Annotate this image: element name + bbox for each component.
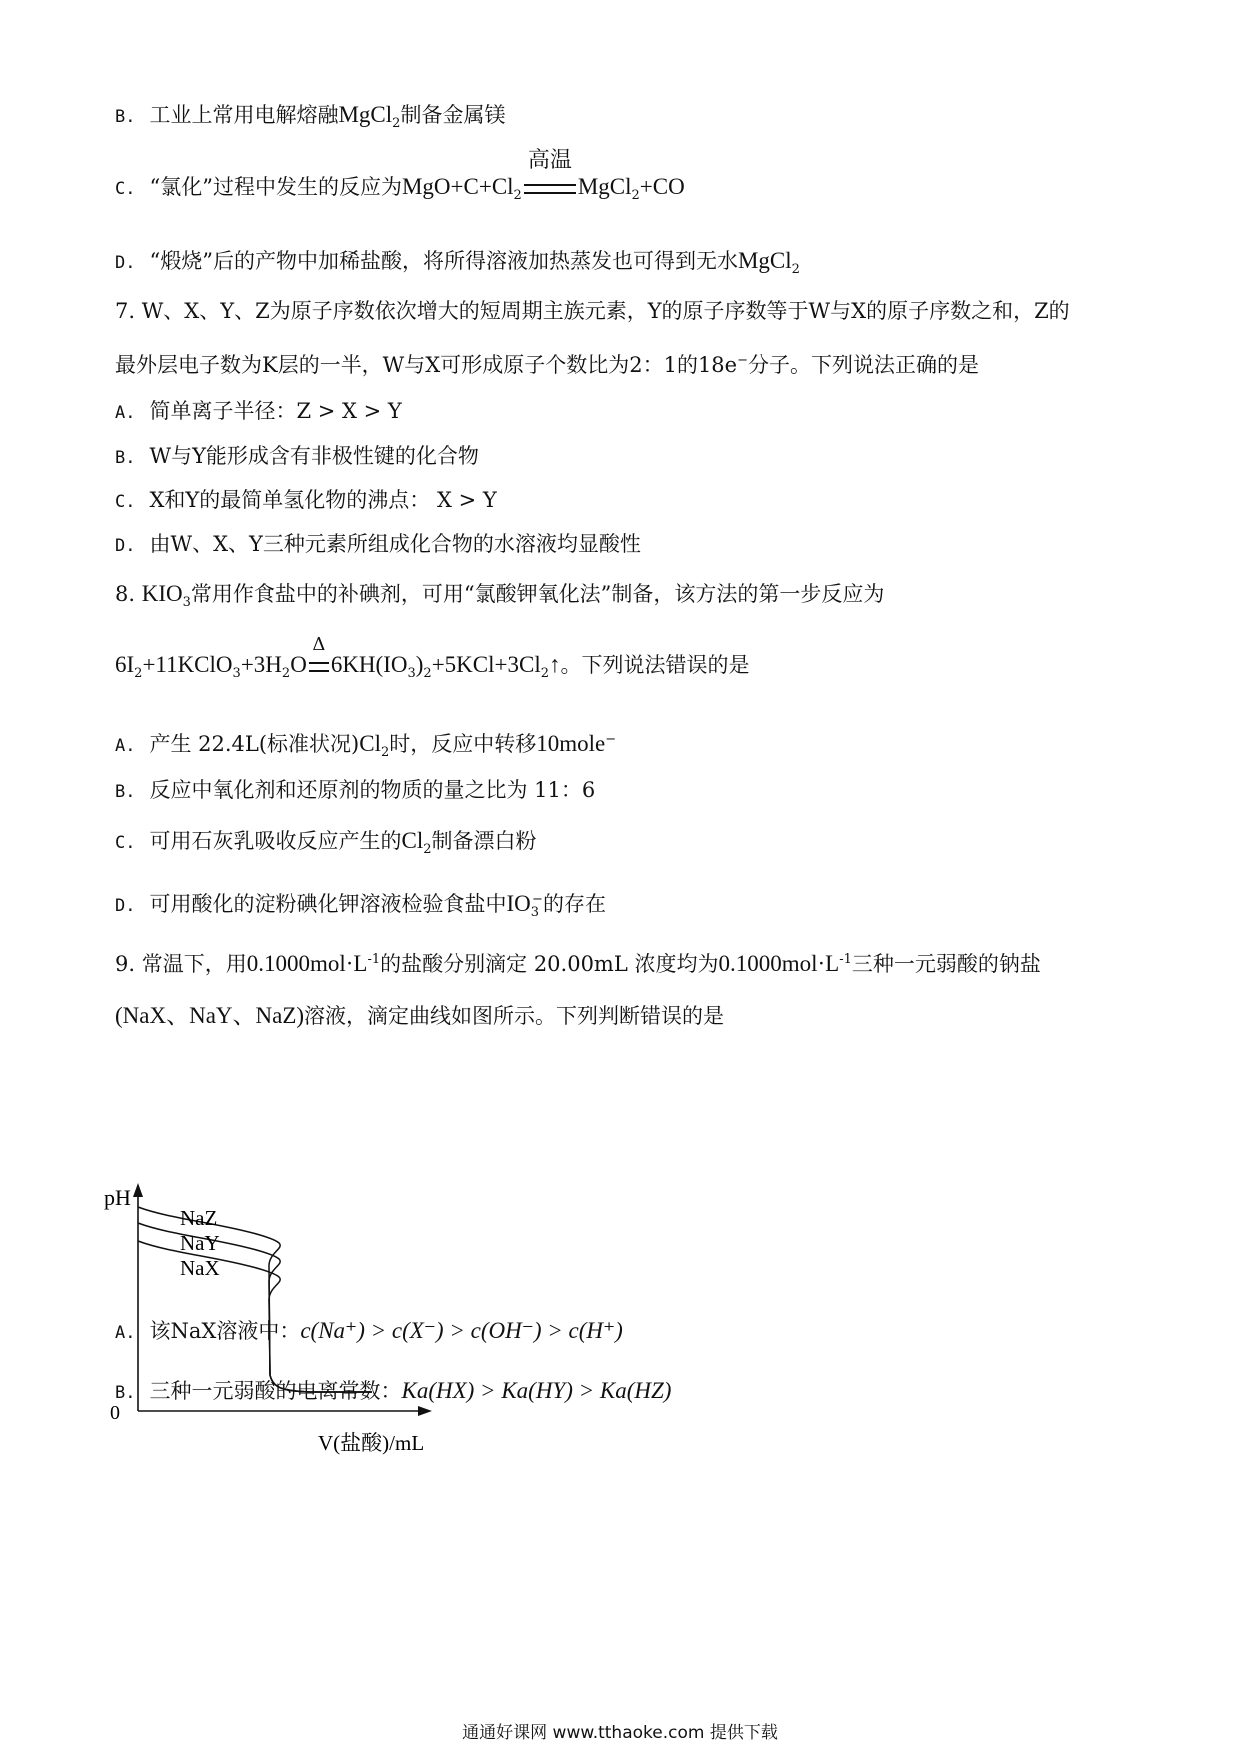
- q8-option-b: [115, 775, 595, 807]
- chem-formula: MgCl: [338, 102, 393, 127]
- page-footer: 通通好课网 www.tthaoke.com 提供下载: [462, 1723, 778, 1743]
- concentration: 0.1000mol·L: [246, 951, 368, 976]
- chem-subscript: 2: [423, 666, 432, 682]
- q7-option-a: [115, 396, 402, 428]
- option-text: 工业上常用电解熔融: [149, 103, 339, 127]
- chem-subscript: 2: [791, 262, 800, 278]
- chem-formula: KIO: [141, 581, 183, 606]
- reaction-condition-arrow: [307, 634, 331, 680]
- option-label: A.: [115, 736, 136, 756]
- superscript: −: [737, 353, 748, 368]
- chem-subscript: 3: [530, 905, 540, 921]
- titration-curve-chart: [104, 1175, 450, 1455]
- q7-option-b: [115, 441, 479, 473]
- double-equals-sign: [309, 662, 329, 672]
- chem-formula: Cl: [359, 731, 381, 756]
- chem-formula: +11KClO: [142, 652, 233, 677]
- chem-formula: MgCl: [737, 248, 792, 273]
- q8-equation-line: [115, 634, 750, 689]
- q6-option-d: [115, 246, 800, 285]
- option-label: D.: [115, 253, 136, 273]
- chem-subscript: 2: [631, 188, 640, 204]
- q9-option-a: [115, 1316, 623, 1348]
- q8-stem-line-1: [115, 579, 884, 618]
- concentration: 0.1000mol·L: [718, 951, 840, 976]
- option-label: C.: [115, 492, 136, 512]
- q6-option-b: [115, 100, 505, 139]
- option-label: B.: [115, 1383, 136, 1403]
- reaction-condition: 高温: [527, 148, 572, 173]
- curve-labels-group: [180, 1206, 220, 1280]
- q7-option-d: [115, 529, 641, 561]
- option-label: D.: [115, 896, 136, 916]
- curve-label-nay: NaY: [180, 1231, 220, 1255]
- chem-formula: (NaX、NaY、NaZ): [115, 1003, 305, 1028]
- stem-text: 的盐酸分别滴定 20.00mL 浓度均为: [380, 952, 719, 976]
- reaction-condition: Δ: [312, 634, 326, 655]
- stem-text: 常用作食盐中的补碘剂，可用“氯酸钾氧化法”制备，该方法的第一步反应为: [190, 582, 885, 606]
- chem-formula: ): [415, 652, 424, 677]
- chem-subscript: 2: [281, 666, 291, 682]
- q7-stem-line-2: [115, 346, 979, 380]
- option-label: C.: [115, 179, 136, 199]
- curve-label-nax: NaX: [180, 1256, 220, 1280]
- chem-formula: +CO: [639, 174, 685, 199]
- chem-subscript: 2: [392, 116, 401, 132]
- origin-label: 0: [110, 1402, 120, 1424]
- chem-subscript: 2: [540, 666, 549, 682]
- option-label: B.: [115, 782, 136, 802]
- gas-arrow: ↑: [549, 652, 561, 677]
- chem-formula: +3H: [240, 652, 282, 677]
- q6-option-c: [115, 148, 685, 211]
- option-text: 该NaX溶液中：: [149, 1319, 301, 1343]
- option-text: 时，反应中转移: [389, 732, 537, 756]
- option-text: 可用石灰乳吸收反应产生的: [149, 829, 402, 853]
- curve-nay: [138, 1223, 372, 1392]
- q8-option-d: [115, 885, 606, 928]
- q9-stem-line-2: [115, 1001, 724, 1031]
- stem-text: 三种一元弱酸的钠盐: [851, 952, 1041, 976]
- stem-text: 分子。下列说法正确的是: [748, 353, 979, 377]
- curves-group: [138, 1207, 372, 1392]
- chem-subscript: 3: [407, 666, 416, 682]
- math-expression: c(Na⁺) > c(X⁻) > c(OH⁻) > c(H⁺): [300, 1318, 623, 1343]
- superscript: −: [605, 732, 617, 747]
- y-axis-label: pH: [104, 1185, 131, 1210]
- chem-formula: Cl: [401, 828, 424, 853]
- option-label: A.: [115, 1323, 136, 1343]
- chem-subscript: 2: [134, 666, 143, 682]
- chem-subscript: 2: [513, 188, 522, 204]
- math-expression: Ka(HX) > Ka(HY) > Ka(HZ): [401, 1378, 672, 1403]
- option-text: 三种一元弱酸的电离常数：: [149, 1379, 402, 1403]
- superscript: -1: [839, 952, 852, 967]
- y-axis-arrow: [133, 1183, 143, 1197]
- curve-label-naz: NaZ: [180, 1206, 218, 1230]
- option-text: “煅烧”后的产物中加稀盐酸，将所得溶液加热蒸发也可得到无水: [149, 249, 738, 273]
- reaction-condition-arrow: [522, 148, 578, 202]
- option-text: W与Y能形成含有非极性键的化合物: [149, 444, 479, 468]
- option-text: “氯化”过程中发生的反应为: [149, 175, 402, 199]
- chem-formula: MgCl: [577, 174, 632, 199]
- option-text: 由W、X、Y三种元素所组成化合物的水溶液均显酸性: [149, 532, 641, 556]
- double-equals-sign: [524, 184, 576, 194]
- option-text: 反应中氧化剂和还原剂的物质的量之比为 11：6: [149, 778, 596, 802]
- chem-formula: 6KH(IO: [330, 652, 408, 677]
- option-text: 的存在: [542, 892, 606, 916]
- option-text: 简单离子半径：Z > X > Y: [149, 399, 402, 423]
- option-text: 制备金属镁: [400, 103, 506, 127]
- q9-stem-line-1: [115, 945, 1041, 979]
- chem-formula: IO: [506, 891, 531, 916]
- stem-text: 8.: [115, 582, 142, 606]
- superscript: -1: [367, 952, 381, 967]
- chem-subscript: 3: [182, 595, 191, 611]
- q8-option-c: [115, 826, 537, 865]
- q8-option-a: [115, 725, 616, 768]
- x-axis-label: [318, 1431, 424, 1455]
- q7-stem-line-1: 7. W、X、Y、Z为原子序数依次增大的短周期主族元素，Y的原子序数等于W与X的原子序数之和，Z的: [115, 299, 1070, 323]
- x-axis-label-text: V(盐酸)/mL: [318, 1431, 425, 1455]
- q7-option-c: [115, 485, 497, 517]
- option-text: 产生 22.4L(标准状况): [149, 732, 360, 756]
- option-text: 制备漂白粉: [431, 829, 537, 853]
- option-label: B.: [115, 448, 136, 468]
- option-label: A.: [115, 403, 136, 423]
- stem-text: 9. 常温下，用: [115, 952, 247, 976]
- chem-formula: +5KCl+3Cl: [431, 652, 541, 677]
- chem-formula: 6I: [115, 652, 135, 677]
- curve-naz: [138, 1207, 372, 1392]
- q9-option-b: [115, 1376, 671, 1408]
- option-label: D.: [115, 536, 136, 556]
- chem-formula: 10mole: [536, 731, 606, 756]
- option-text: 可用酸化的淀粉碘化钾溶液检验食盐中: [149, 892, 507, 916]
- chem-subscript: 2: [380, 745, 390, 761]
- option-text: X和Y的最简单氢化物的沸点： X > Y: [149, 488, 497, 512]
- stem-text: 最外层电子数为K层的一半，W与X可形成原子个数比为2：1的18e: [115, 353, 738, 377]
- chem-formula: O: [290, 652, 307, 677]
- chem-formula: MgO+C+Cl: [401, 174, 514, 199]
- stem-text: 。下列说法错误的是: [560, 653, 750, 677]
- option-label: C.: [115, 833, 136, 853]
- stem-text: 溶液，滴定曲线如图所示。下列判断错误的是: [304, 1004, 725, 1028]
- option-label: B.: [115, 107, 136, 127]
- chem-subscript: 3: [232, 666, 241, 682]
- superscript: −: [532, 892, 543, 907]
- chem-subscript: 2: [423, 842, 432, 858]
